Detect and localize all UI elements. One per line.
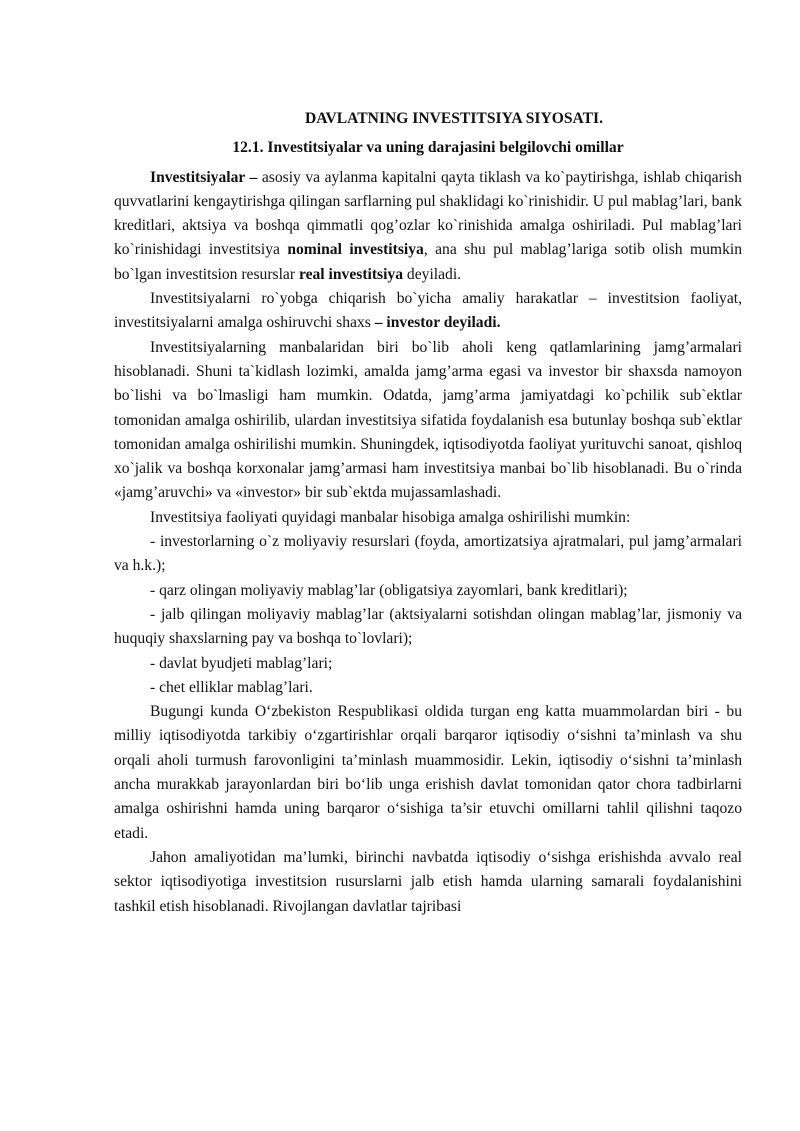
term-real-investitsiya: real investitsiya	[298, 265, 404, 283]
paragraph-savings-source: Investitsiyalarning manbalaridan biri bo`lib aholi keng qatlamlarining jamg’armalari hisoblanadi. Shuni ta`kidlash lozimki, amalda jamg’arma egasi va investor bir shaxsda namoyon bo`lishi va bo`lmasligi ham mumkin. Odatda, jamg’arma jamiyatdagi ko`pchilik sub`ektlar tomonidan amalga oshirilib, ulardan investitsiya sifatida foydalanish esa butunlay boshqa sub`ektlar tomonidan amalga oshirilishi mumkin. Shuningdek, iqtisodiyotda faoliyat yurituvchi sanoat, qishloq xo`jalik va boshqa korxonalar jamg’armasi ham investitsiya manbai bo`lib hisoblanadi. Bu o`rinda «jamg’aruvchi» va «investor» bir sub`ektda mujassamlashadi.	[114, 338, 742, 502]
list-item-borrowed-funds: - qarz olingan moliyaviy mablag’lar (obligatsiya zayomlari, bank kreditlari);	[150, 581, 628, 599]
paragraph-text: , ana shu pul mablag’lariga sotib olish mumkin bo`lgan investitsion resurslar	[114, 241, 742, 283]
paragraph-text: asosiy va aylanma kapitalni qayta tiklash va ko`paytirishga, ishlab chiqarish quvvatlarini kengaytirishga qilingan sarflarning pul shaklidagi ko`rinishidir. U pul mablag’lari, bank kreditlari, aktsiya va boshqa qimmatli qog’ozlar ko`rinishida amalga oshiriladi. Pul mablag’lari ko`rinishidagi investitsiya	[114, 168, 742, 259]
paragraph-investments-definition	[114, 166, 742, 287]
term-investor: – investor deyiladi.	[374, 314, 501, 332]
paragraph-investor-definition	[114, 287, 742, 336]
document-title: DAVLATNING INVESTITSIYA SIYOSATI.	[305, 110, 603, 127]
term-nominal-investitsiya: nominal investitsiya	[287, 241, 424, 259]
paragraph-uzbekistan-growth: Bugungi kunda O‘zbekiston Respublikasi oldida turgan eng katta muammolardan biri - bu milliy iqtisodiyotda tarkibiy o‘zgartirishlar orqali barqaror iqtisodiy o‘sishni ta’minlash va shu orqali aholi turmush farovonligini ta’minlash muammosidir. Lekin, iqtisodiy o‘sishni ta’minlash ancha murakkab jarayonlardan biri bo‘lib unga erishish davlat tomonidan qator chora tadbirlarni amalga oshirishni hamda uning barqaror o‘sishiga ta’sir etuvchi omillarni tahlil qilishni taqozo etadi.	[114, 703, 742, 842]
list-item-attracted-funds: - jalb qilingan moliyaviy mablag’lar (aktsiyalarni sotishdan olingan mablag’lar, jismoniy va huquqiy shaxslarning pay va boshqa to`lovlari);	[114, 605, 742, 648]
section-heading: 12.1. Investitsiyalar va uning darajasini belgilovchi omillar	[232, 139, 624, 157]
term-investitsiyalar: Investitsiyalar –	[150, 168, 258, 186]
paragraph-sources-intro: Investitsiya faoliyati quyidagi manbalar hisobiga amalga oshirilishi mumkin:	[150, 508, 631, 526]
paragraph-world-practice: Jahon amaliyotidan ma’lumki, birinchi navbatda iqtisodiy o‘sishga erishishda avvalo real sektor iqtisodiyotiga investitsion rusurslarni jalb etish hamda ularning samarali foydalanishini tashkil etish hisoblanadi. Rivojlangan davlatlar tajribasi	[114, 848, 742, 915]
list-item-state-budget: - davlat byudjeti mablag’lari;	[150, 654, 333, 672]
list-item-own-resources: - investorlarning o`z moliyaviy resurslari (foyda, amortizatsiya ajratmalari, pul jamg’armalari va h.k.);	[114, 533, 742, 575]
document-page	[114, 107, 742, 919]
paragraph-text: Investitsiyalarni ro`yobga chiqarish bo`yicha amaliy harakatlar – investitsion faoliyat, investitsiyalarni amalga oshiruvchi shaxs	[114, 290, 742, 332]
list-item-foreign-funds: - chet elliklar mablag’lari.	[150, 678, 313, 696]
paragraph-text: deyiladi.	[403, 265, 462, 283]
